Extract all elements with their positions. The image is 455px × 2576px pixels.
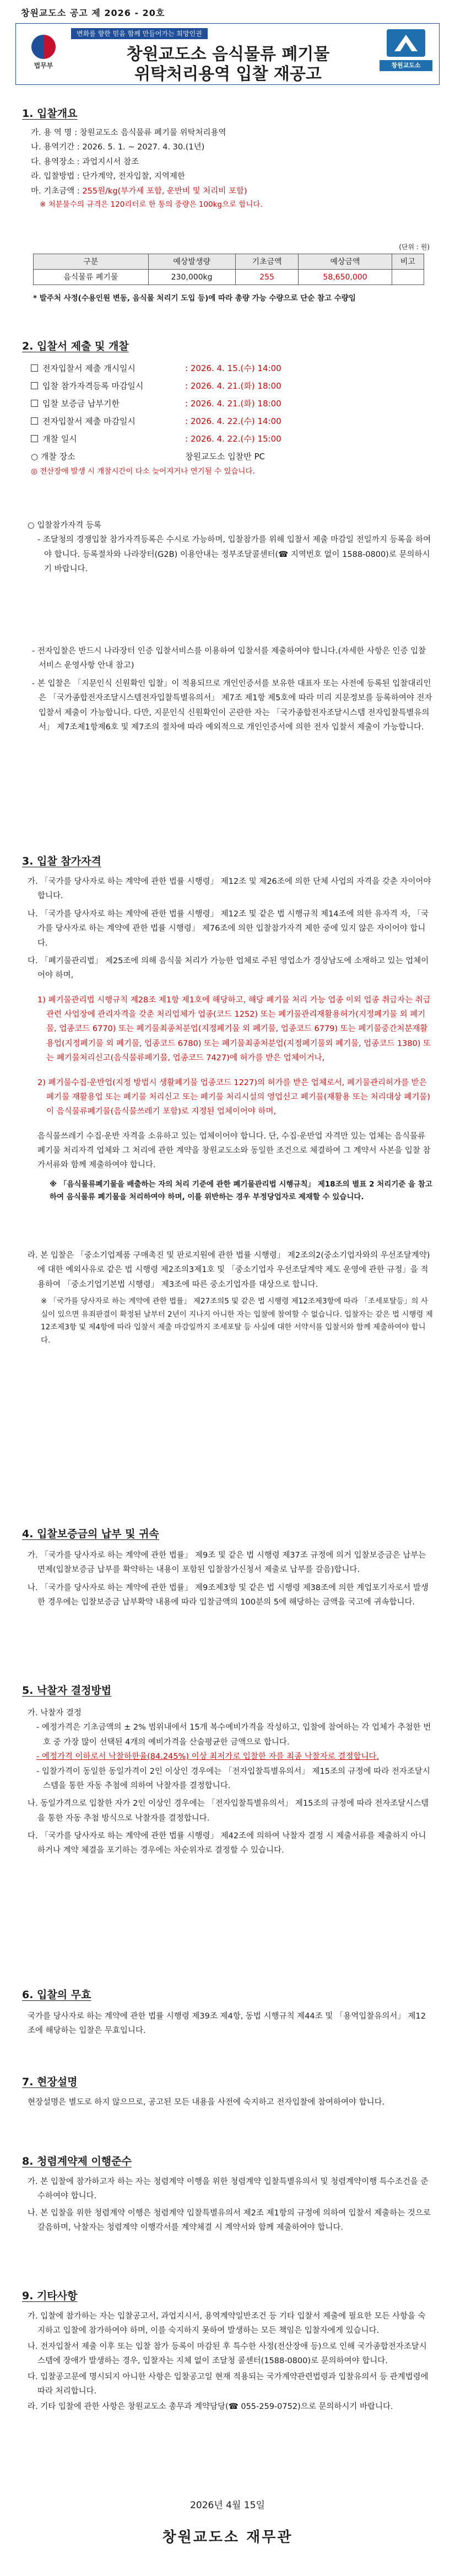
prison-logo xyxy=(380,29,432,79)
award-a1: - 예정가격은 기초금액의 ± 2% 범위내에서 15개 복수예비가격을 작성하고, 입찰에 참여하는 각 업체가 추첨한 번호 중 가장 많이 선택된 4개의 예비가격을 산술평균한 금액으로 합니다. xyxy=(36,1723,431,1747)
overview-item-service: 가. 용 역 명 : 창원교도소 음식물류 폐기물 위탁처리용역 xyxy=(31,128,226,137)
other-c: 다. 입찰공고문에 명시되지 아니한 사항은 입찰공고일 현재 적용되는 국가계약관련법령과 입찰유의서 등 관계법령에 따라 처리합니다. xyxy=(28,2372,429,2396)
table-header-row xyxy=(34,254,424,270)
qualification-c1: 1) 폐기물관리법 시행규칙 제28조 제1항 제1호에 해당하고, 해당 폐기물 처리 가능 업종 이외 업종 취급자는 취급 관련 사업장에 관리자격을 갖춘 처리업체가 업종(코드 1252) 또는 폐기물관리재활용허가(지정폐기물 외 폐기물, 업종코드 6770) 또는 폐기물최종처분업(지정폐기물 외 폐기물, 업종코드 6779) 또는 폐기물중간처분재활용업(지정폐기물 외 폐기물, 업종코드 6780) 또는 폐기물최종처분업(지정폐기물외 폐기물, 업종코드 1380) 또는 폐기물처리신고(음식물류폐기물, 업종코드 7427)에 허가를 받은 업체이거나, xyxy=(37,995,431,1063)
header-banner xyxy=(15,23,440,85)
table-header: 비고 xyxy=(392,254,424,270)
schedule-row: 입찰 참가자격등록 마감일시 : 2026. 4. 21.(화) 18:00 xyxy=(31,377,444,395)
checkbox-icon xyxy=(31,400,38,407)
notice-title-line1: 창원교도소 음식물류 폐기물 xyxy=(126,45,330,64)
section-4-title: 4. 입찰보증금의 납부 및 귀속 xyxy=(22,1528,159,1540)
issuing-officer: 창원교도소 재무관 xyxy=(162,2529,293,2546)
table-row xyxy=(34,270,424,285)
section-9-body xyxy=(28,2309,433,2414)
deposit-a: 가. 「국가를 당사자로 하는 계약에 관한 법률」 제9조 및 같은 법 시행령 제37조 규정에 의거 입찰보증금은 납부는 면제(입찰보증금 납부를 확약하는 내용이 포함된 입찰참가신청서 제출로 납부를 갈음)합니다. xyxy=(28,1551,426,1575)
schedule-list xyxy=(31,359,444,479)
fingerprint-notice: - 본 입찰은 「지문인식 신원확인 입찰」이 적용되므로 개인인증서를 보유한 대표자 또는 사전에 등록된 입찰대리인은 「국가종합전자조달시스템전자입찰특별유의서」 제7조 제1항 제5호에 따라 미리 지문정보를 등록하여야 전자입찰서 제출이 가능합니다. 다만, 지문인식 신원확인이 곤란한 자는 「국가종합전자조달시스템 전자입찰특별유의서」 제7조제1항제6호 및 제7조의 절차에 따라 예외적으로 개인인증서에 의한 전자 입찰서 제출이 가능합니다. xyxy=(32,679,432,732)
award-a-title: 가. 낙찰자 결정 xyxy=(28,1709,82,1718)
award-c: 다. 「국가를 당사자로 하는 계약에 관한 법률 시행령」 제42조에 의하여 낙찰자 결정 시 제출서류를 제출하지 아니하거나 계약 체결을 포기하는 경우에는 차순위자로 결정할 수 있습니다. xyxy=(28,1832,426,1855)
base-price-table xyxy=(33,254,424,285)
site-briefing-text: 현장설명은 별도로 하지 않으므로, 공고된 모든 내용을 사전에 숙지하고 전자입찰에 참여하여야 합니다. xyxy=(28,2098,385,2107)
award-b: 나. 동일가격으로 입찰한 자가 2인 이상인 경우에는 「전자입찰특별유의서」 제15조의 규정에 따라 전자조달시스템을 통한 자동 추첨 방식으로 낙찰자를 결정합니다. xyxy=(28,1799,429,1823)
integrity-a: 가. 본 입찰에 참가하고자 하는 자는 청렴계약 이행을 위한 청렴계약 입찰특별유의서 및 청렴계약이행 특수조건을 준수하여야 합니다. xyxy=(28,2177,429,2201)
doc-meta: 창원교도소 공고 제 2026 - 20호 xyxy=(21,8,165,18)
opening-place-row: ○ 개찰 장소 창원교도소 입찰반 PC xyxy=(31,452,265,461)
qualification-c: 다. 「폐기물관리법」 제25조에 의해 음식물 처리가 가능한 업체로 주된 영업소가 경상남도에 소재하고 있는 업체이어야 하며, xyxy=(28,956,429,980)
overview-note: ※ 처분물수의 규격은 120리터로 한 통의 중량은 100kg으로 합니다. xyxy=(40,200,263,209)
base-price-table-wrap xyxy=(22,254,435,285)
table-note: * 발주처 사정(수용인원 변동, 음식물 처리기 도입 등)에 따라 총량 가능 수량으로 단순 참고 수량임 xyxy=(33,294,356,303)
section-5-title: 5. 낙찰자 결정방법 xyxy=(22,1684,112,1697)
overview-item-place: 다. 용역장소 : 과업지시서 참조 xyxy=(31,157,139,167)
qualification-d: 라. 본 입찰은 「중소기업제품 구매촉진 및 판로지원에 관한 법률 시행령」 제2조의2(중소기업자와의 우선조달계약)에 대한 예외사유로 같은 법 시행령 제2조의3제1호 및 「중소기업자 우선조달계약 제도 운영에 관한 규정」을 적용하여 「중소기업기본법 시행령」 제3조에 따른 중소기업자를 대상으로 합니다. xyxy=(28,1251,430,1289)
award-a3: - 입찰가격이 동일한 동일가격이 2인 이상인 경우에는 「전자입찰특별유의서」 제15조의 규정에 따라 전자조달시스템을 통한 자동 추첨에 의하여 낙찰자를 결정합니다. xyxy=(36,1767,430,1790)
section-5-body xyxy=(28,1706,433,1858)
e-bid-block xyxy=(32,644,433,734)
section-6-title: 6. 입찰의 무효 xyxy=(22,1989,91,2001)
table-header: 기초금액 xyxy=(235,254,299,270)
invalid-bid-text: 국가를 당사자로 하는 계약에 관한 법률 시행령 제39조 제4항, 동법 시행규칙 제44조 및 「용역입찰유의서」 제12조에 해당하는 입찰은 무효입니다. xyxy=(28,2012,426,2036)
section-1-items xyxy=(31,126,433,212)
section-8-title: 8. 청렴계약제 이행준수 xyxy=(22,2155,132,2167)
opening-note: ◎ 전산장애 발생 시 개찰시간이 다소 늦어지거나 연기될 수 있습니다. xyxy=(31,467,255,476)
notice-title-line2: 위탁처리용역 입찰 재공고 xyxy=(134,65,322,84)
section-3-title: 3. 입찰 참가자격 xyxy=(22,855,101,867)
table-cell: 58,650,000 xyxy=(299,270,392,285)
qualification-a: 가. 「국가를 당사자로 하는 계약에 관한 법률 시행령」 제12조 및 제26조에 의한 단체 사업의 자격을 갖춘 자이어야 합니다. xyxy=(28,877,431,901)
overview-item-base-price: 마. 기초금액 : 255원/kg(부가세 포함, 운반비 및 처리비 포함) xyxy=(31,186,247,196)
overview-item-period: 나. 용역기간 : 2026. 5. 1. ~ 2027. 4. 30.(1년) xyxy=(31,143,205,152)
integrity-b: 나. 본 입찰을 위한 청렴계약 이행은 청렴계약 입찰특별유의서 제2조 제1항의 규정에 의하여 입찰서 제출하는 것으로 갈음하며, 낙찰자는 청렴계약 이행각서를 계약체결 시 계약서와 함께 제출하여야 합니다. xyxy=(28,2208,431,2232)
section-2-title: 2. 입찰서 제출 및 개찰 xyxy=(22,340,129,352)
schedule-row: 개찰 일시 : 2026. 4. 22.(수) 15:00 xyxy=(31,430,444,448)
section-4-body xyxy=(28,1548,433,1610)
table-header: 예상발생량 xyxy=(148,254,235,270)
overview-item-method: 라. 입찰방법 : 단가계약, 전자입찰, 지역제한 xyxy=(31,172,185,181)
table-cell: 230,000kg xyxy=(148,270,235,285)
base-price-value: 255원/kg(부가세 포함, 운반비 및 처리비 포함) xyxy=(82,186,247,196)
ministry-logo-label: 법무부 xyxy=(34,62,53,69)
registration-text: - 조달청의 경쟁입찰 참가자격등록은 수시로 가능하며, 입찰참가를 위해 입찰서 제출 마감일 전일까지 등록을 하여야 합니다. 등록절차와 나라장터(G2B) 이용안내는 정부조달콜센터(☎ 지역번호 없이 1588-0800)로 문의하시기 바랍니다. xyxy=(37,535,431,574)
section-8-body xyxy=(28,2175,433,2235)
deposit-b: 나. 「국가를 당사자로 하는 계약에 관한 법률」 제9조제3항 및 같은 법 시행령 제38조에 의한 계업포기자로서 발생한 경우에는 입찰보증금 납부확약 내용에 따라 입찰금액의 100분의 5에 해당하는 금액을 국고에 귀속합니다. xyxy=(28,1583,429,1607)
qualification-c2: 2) 폐기물수집·운반업(지정 방법시 생활폐기물 업종코드 1227)의 허가를 받은 업체로서, 폐기물관리허가를 받은 폐기물 재활용업 또는 폐기물 처리신고 또는 폐기물 처리시설의 영업신고 폐기물(재활용 또는 처리대상 폐기물)이 음식물류폐기물(음식물쓰레기 포함)로 지정된 업체이어야 하며, xyxy=(37,1078,430,1117)
prison-logo-label: 창원교도소 xyxy=(380,60,432,71)
qualification-c-tail: 음식물쓰레기 수집·운반 자격을 소유하고 있는 업체이어야 합니다. 단, 수집·운반업 자격만 있는 업체는 음식물류 폐기물 처리자격 업체와 그 처리에 관한 계약을 창원교도소와 동일한 조건으로 체결하여 그 계약서 사본을 입찰 참가서류와 함께 제출하여야 합니다. xyxy=(37,1131,431,1170)
section-1-title: 1. 입찰개요 xyxy=(22,108,78,120)
notice-date: 2026년 4월 15일 xyxy=(190,2500,265,2511)
other-a: 가. 입찰에 참가하는 자는 입찰공고서, 과업지시서, 용역계약일반조건 등 기타 입찰서 제출에 필요한 모든 사항을 숙지하고 입찰에 참가하여야 하며, 이를 숙지하지 못하여 발생하는 모든 책임은 입찰자에게 있습니다. xyxy=(28,2312,426,2336)
table-cell: 255 xyxy=(235,270,299,285)
header-slogan: 변화를 향한 믿음 함께 만들어가는 희망인권 xyxy=(71,28,208,39)
table-header: 구분 xyxy=(34,254,149,270)
registration-block xyxy=(28,518,433,577)
other-b: 나. 전자입찰서 제출 이후 또는 입찰 참가 등록이 마감된 후 특수한 사정(전산장애 등)으로 인해 국가종합전자조달시스템에 장애가 발생하는 경우, 입찰자는 지체 없이 조달청 콜센터(1588-0800)로 문의하여야 합니다. xyxy=(28,2342,427,2366)
section-7-title: 7. 현장설명 xyxy=(22,2076,78,2088)
schedule-row: 입찰 보증금 납부기한 : 2026. 4. 21.(화) 18:00 xyxy=(31,395,444,412)
award-a2: - 예정가격 이하로서 낙찰하한율(84.245%) 이상 최저가로 입찰한 자를 최종 낙찰자로 결정합니다. xyxy=(36,1752,380,1762)
qualification-c-note: ※ 「음식물류폐기물을 배출하는 자의 처리 기준에 관한 폐기물관리법 시행규칙」 제18조의 별표 2 처리기준 을 참고하여 음식물류 폐기물을 처리하여야 하며, 이를 위반하는 경우 부정당업자로 제재할 수 있습니다. xyxy=(50,1179,432,1202)
checkbox-icon xyxy=(31,382,38,389)
qualification-b: 나. 「국가를 당사자로 하는 계약에 관한 법률 시행령」 제12조 및 같은 법 시행규칙 제14조에 의한 유자격 자, 「국가를 당사자로 하는 계약에 관한 법률 시행령」 제76조에 의한 입찰참가자격 제한 중에 있지 않은 자이어야 합니다. xyxy=(28,909,429,948)
schedule-row: 전자입찰서 제출 마감일시 : 2026. 4. 22.(수) 14:00 xyxy=(31,412,444,430)
table-header: 예상금액 xyxy=(299,254,392,270)
registration-title: ○ 입찰참가자격 등록 xyxy=(28,521,101,530)
schedule-row: 전자입찰서 제출 개시일시 : 2026. 4. 15.(수) 14:00 xyxy=(31,359,444,377)
checkbox-icon xyxy=(31,417,38,425)
checkbox-icon xyxy=(31,364,38,372)
other-d: 라. 기타 입찰에 관한 사항은 창원교도소 총무과 계약담당(☎ 055-259-0752)으로 문의하시기 바랍니다. xyxy=(28,2402,393,2412)
table-cell xyxy=(392,270,424,285)
table-cell: 음식물류 폐기물 xyxy=(34,270,149,285)
checkbox-icon xyxy=(31,435,38,442)
e-bid-notice: - 전자입찰은 반드시 나라장터 인증 입찰서비스를 이용하여 입찰서를 제출하여야 합니다.(자세한 사항은 인증 입찰서비스 운영사항 안내 참고) xyxy=(32,647,426,670)
prison-mark-icon xyxy=(387,29,425,57)
table-unit: (단위 : 원) xyxy=(399,243,430,251)
qualification-d-note: ※ 「국가를 당사자로 하는 계약에 관한 법률」 제27조의5 및 같은 법 시행령 제12조제3항에 따라 「조세포탈등」의 사실이 있으면 유죄판결이 확정된 날부터 2년이 지나지 아니한 자는 입찰에 참여할 수 없습니다. 입찰자는 같은 법 시행령 제12조제3항 및 제4항에 따라 입찰서 제출 마감일까지 조세포탈 등 사실에 대한 서약서를 입찰서와 함께 제출하여야 합니다. xyxy=(41,1297,433,1345)
section-3-body xyxy=(28,874,433,1348)
section-9-title: 9. 기타사항 xyxy=(22,2290,78,2302)
